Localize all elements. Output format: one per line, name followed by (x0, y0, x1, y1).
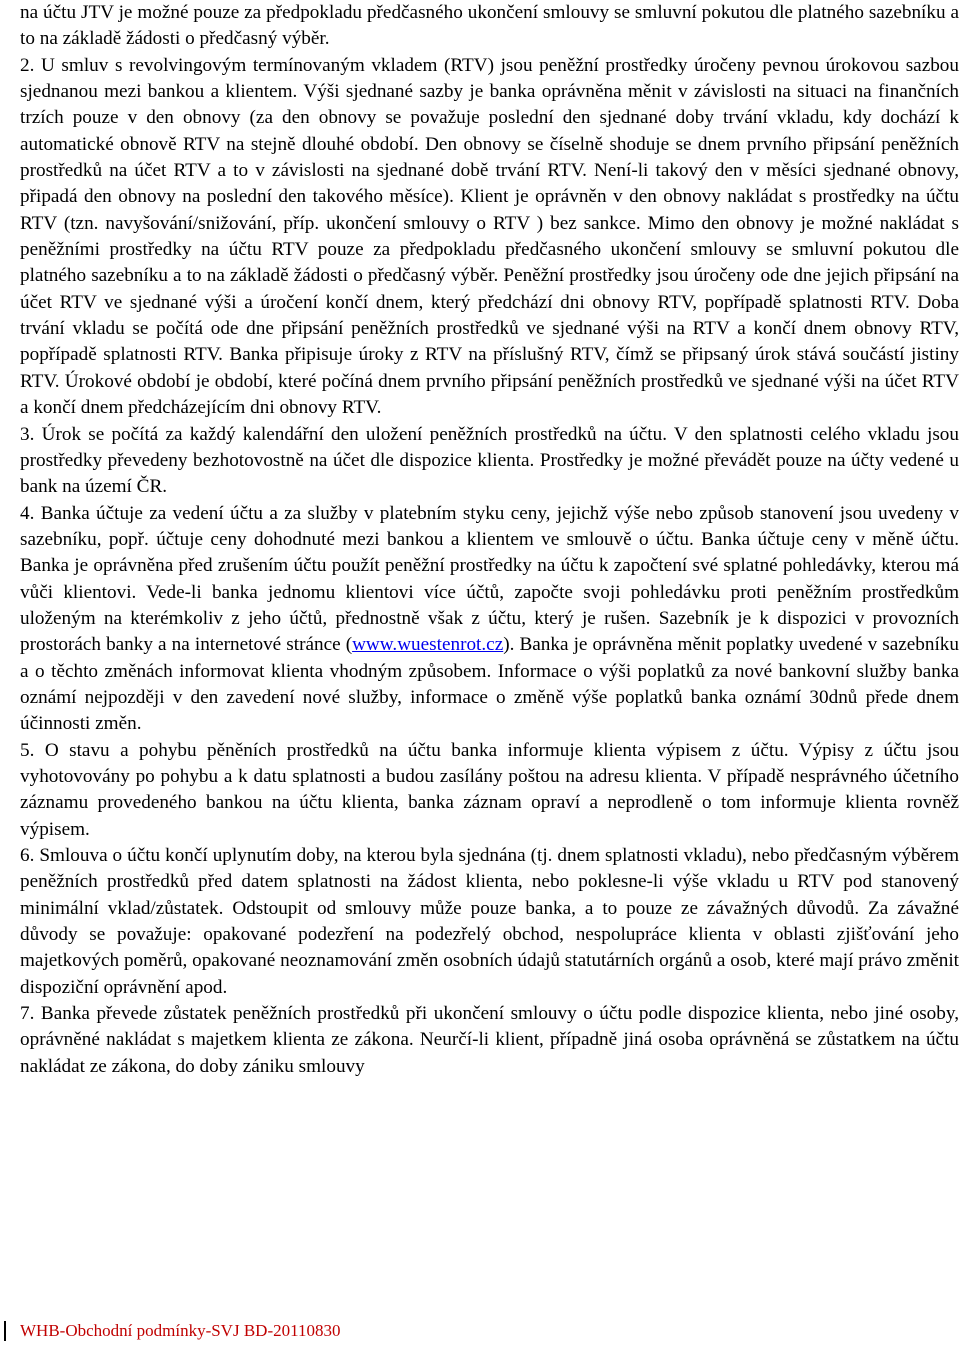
paragraph-text: 5. O stavu a pohybu pěněních prostředků na účtu banka informuje klienta výpisem z účtu. Výpisy z účtu jsou vyhotovovány po pohybu a k datu splatnosti a budou zasílány poštou na adresu klienta. V případě nesprávného účetního záznamu provedeného bankou na účtu klienta, banka záznam opraví a neprodleně o tom informuje klienta rovněž výpisem. (20, 739, 959, 840)
paragraph (20, 501, 959, 738)
document-body (20, 0, 959, 1080)
paragraph-text: 4. Banka účtuje za vedení účtu a za služby v platebním styku ceny, jejichž výše nebo způsob stanovení jsou uvedeny v sazebníku, popř. účtuje ceny dohodnuté mezi bankou a klientem ve smlouvě o účtu. Banka účtuje ceny v měně účtu. Banka je oprávněna před zrušením účtu použít peněžní prostředky na účtu k započtení své splatné pohledávky, kterou má vůči klientovi. Vede-li banka jednomu klientovi více účtů, započte svoji pohledávku proti peněžním prostředkům uloženým na kterémkoliv z jeho účtů, přednostně však z účtu, který je rušen. Sazebník je k dispozici v provozních prostorách banky a na internetové stránce ( (20, 502, 959, 656)
footer-document-code: WHB-Obchodní podmínky-SVJ BD-20110830 (20, 1321, 341, 1340)
paragraph-text: 7. Banka převede zůstatek peněžních prostředků při ukončení smlouvy o účtu podle dispozice klienta, nebo jiné osoby, oprávněné nakládat s majetkem klienta ze zákona. Neurčí-li klient, případně jiná osoba oprávněná se zůstatkem na účtu nakládat ze zákona, do doby zániku smlouvy (20, 1003, 959, 1077)
paragraph (20, 1001, 959, 1080)
footer (20, 1320, 340, 1342)
paragraph (20, 843, 959, 1001)
website-link[interactable]: www.wuestenrot.cz (352, 634, 504, 656)
paragraph-text: 3. Úrok se počítá za každý kalendářní den uložení peněžních prostředků na účtu. V den splatnosti celého vkladu jsou prostředky převedeny bezhotovostně na účet dle dispozice klienta. Prostředky je možné převádět pouze na účty vedené u bank na území ČR. (20, 423, 959, 498)
paragraph-text: ). Banka je oprávněna měnit poplatky uvedené v sazebníku a o těchto změnách informovat klienta vhodným způsobem. Informace o výši poplatků za nové bankovní služby banka oznámí nejpozději v den zavedení nové služby, informace o změně výše poplatků banka oznámí 30dnů přede dnem účinnosti změn. (20, 634, 959, 735)
paragraph (20, 53, 959, 422)
paragraph (20, 0, 959, 53)
paragraph-text: na účtu JTV je možné pouze za předpokladu předčasného ukončení smlouvy se smluvní pokutou dle platného sazebníku a to na základě žádosti o předčasný výběr. (20, 2, 959, 50)
paragraph (20, 422, 959, 501)
paragraph (20, 738, 959, 843)
paragraph-text: 6. Smlouva o účtu končí uplynutím doby, na kterou byla sjednána (tj. dnem splatnosti vkladu), nebo předčasným výběrem peněžních prostředků před datem splatnosti na žádost klienta, nebo poklesne-li výše vkladu u RTV pod stanovený minimální vklad/zůstatek. Odstoupit od smlouvy může pouze banka, a to pouze ze závažných důvodů. Za závažné důvody se považuje: opakované podezření na podezřelý obchod, nespolupráce klienta v oblasti zjišťování jeho majetkových poměrů, opakované neoznamování změn osobních údajů statutárních orgánů a osob, které mají právo změnit dispoziční oprávnění apod. (20, 845, 959, 998)
footer-margin-bar (4, 1321, 6, 1341)
paragraph-text: 2. U smluv s revolvingovým termínovaným vkladem (RTV) jsou peněžní prostředky úročeny pevnou úrokovou sazbou sjednanou mezi bankou a klientem. Výši sjednané sazby je banka oprávněna měnit v závislosti na situaci na finančních trzích pouze v den obnovy (za den obnovy se považuje poslední den sjednané doby trvání vkladu, kdy dochází k automatické obnově RTV na stejně dlouhé období. Den obnovy se číselně shoduje se dnem prvního připsání peněžních prostředků na účet RTV a to v závislosti na sjednané době trvání RTV. Není-li takový den v měsíci sjednané obnovy, připadá den obnovy na poslední den takového měsíce). Klient je oprávněn v den obnovy nakládat s prostředky na účtu RTV (tzn. navyšování/snižování, příp. ukončení smlouvy o RTV ) bez sankce. Mimo den obnovy je možné nakládat s peněžními prostředky na účtu RTV pouze za předpokladu předčasného ukončení smlouvy se smluvní pokutou dle platného sazebníku a to na základě žádosti o předčasný výběr. Peněžní prostředky jsou úročeny ode dne jejich připsání na účet RTV ve sjednané výši a úročení končí dnem, který předchází dni obnovy RTV, popřípadě splatnosti RTV. Doba trvání vkladu se počítá ode dne připsání peněžních prostředků ve sjednané výši na RTV a končí dnem obnovy RTV, popřípadě splatnosti RTV. Banka připisuje úroky z RTV na příslušný RTV, čímž se připsaný úrok stává součástí jistiny RTV. Úrokové období je období, které počíná dnem prvního připsání peněžních prostředků ve sjednané výši na účet RTV a končí dnem předcházejícím dni obnovy RTV. (20, 54, 959, 419)
